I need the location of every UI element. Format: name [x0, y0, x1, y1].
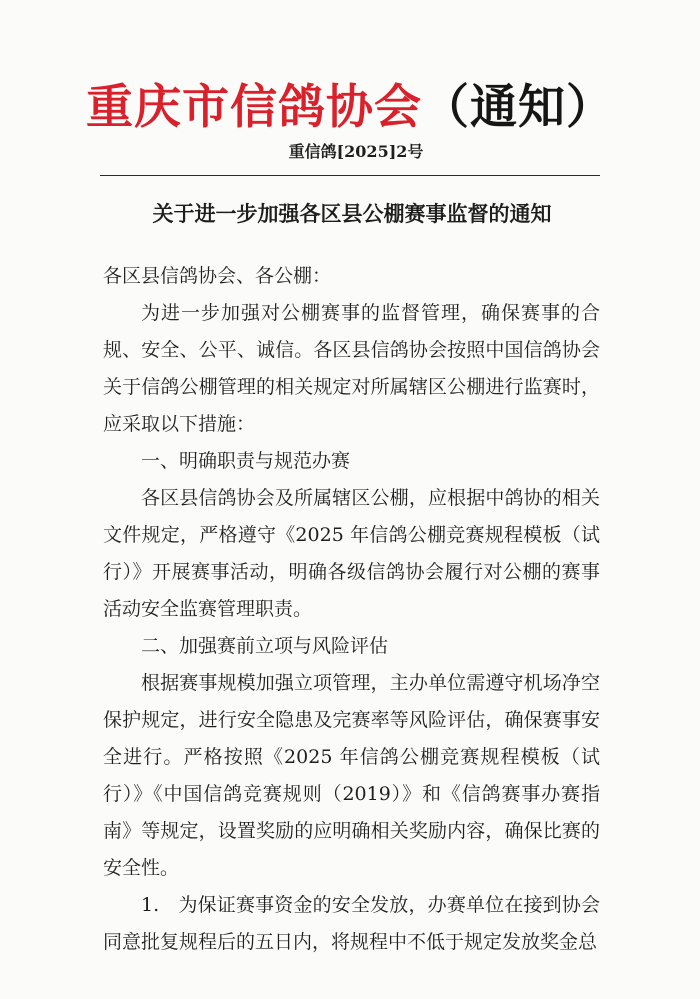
letterhead — [0, 78, 700, 138]
section-heading-2: 二、加强赛前立项与风险评估 — [141, 635, 389, 657]
header-divider — [100, 175, 600, 176]
notice-title: 关于进一步加强各区县公棚赛事监督的通知 — [152, 201, 552, 226]
list-item-1: 1. 为保证赛事资金的安全发放，办赛单位在接到协会同意批复规程后的五日内，将规程中不低于规定发放奖金总 — [103, 894, 600, 953]
paragraph-section-1: 各区县信鸽协会及所属辖区公棚，应根据中鸽协的相关文件规定，严格遵守《2025 年信鸽公棚竞赛规程模板（试行）》开展赛事活动，明确各级信鸽协会履行对公棚的赛事活动安全监赛管理职责。 — [103, 487, 600, 620]
letterhead-organization: 重庆市信鸽协会 — [86, 80, 422, 135]
paragraph-section-2: 根据赛事规模加强立项管理，主办单位需遵守机场净空保护规定，进行安全隐患及完赛率等风险评估，确保赛事安全进行。严格按照《2025 年信鸽公棚竞赛规程模板（试行）》《中国信鸽竞赛规则（2019）》和《信鸽赛事办赛指南》等规定，设置奖励的应明确相关奖励内容，确保比赛的安全性。 — [103, 672, 600, 879]
salutation: 各区县信鸽协会、各公棚： — [103, 265, 332, 287]
section-heading-1: 一、明确职责与规范办赛 — [141, 450, 351, 472]
letterhead-doc-type: （通知） — [422, 80, 614, 135]
notice-body — [103, 258, 600, 961]
document-number: 重信鸽[2025]2号 — [288, 142, 424, 161]
paragraph-intro: 为进一步加强对公棚赛事的监督管理，确保赛事的合规、安全、公平、诚信。各区县信鸽协会按照中国信鸽协会关于信鸽公棚管理的相关规定对所属辖区公棚进行监赛时，应采取以下措施： — [103, 302, 600, 435]
